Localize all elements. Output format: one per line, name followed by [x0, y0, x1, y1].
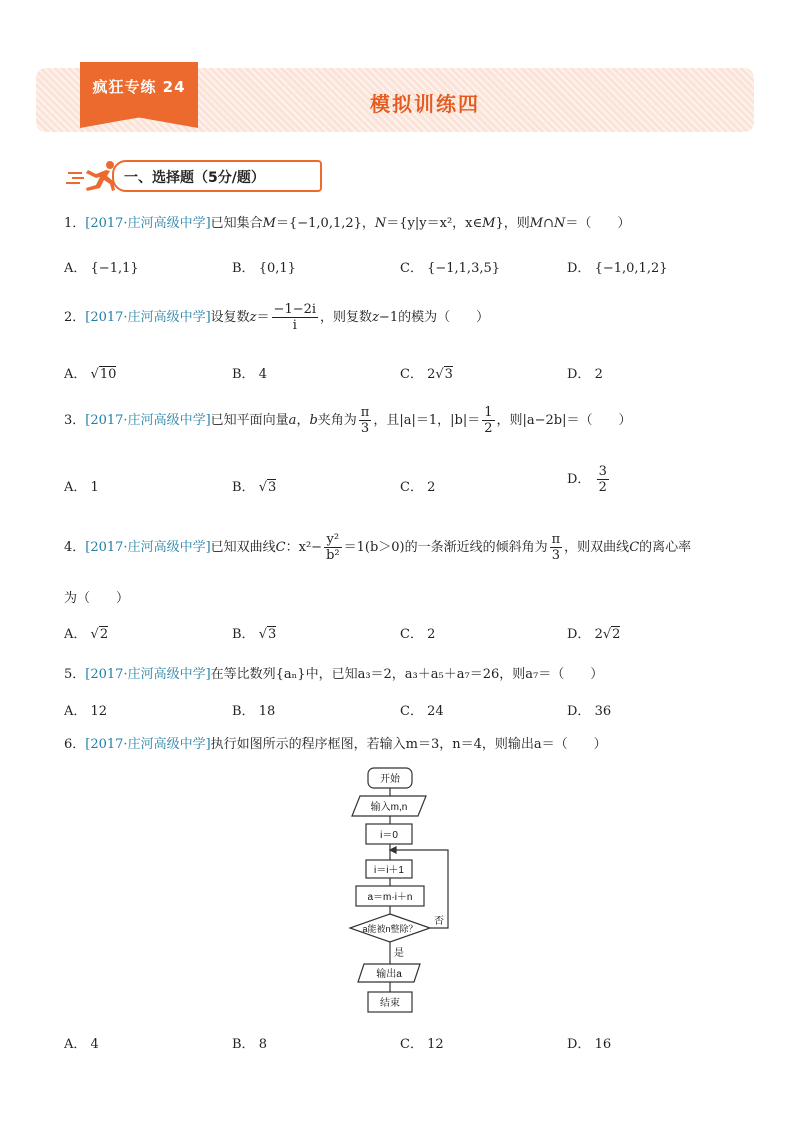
question-source: [2017·庄河高级中学] [85, 667, 211, 682]
svg-text:结束: 结束 [380, 998, 400, 1009]
question-1: 1．[2017·庄河高级中学]已知集合M＝{−1,0,1,2}，N＝{y|y＝x²，x∈M}，则M∩N＝（ ） [64, 216, 631, 231]
fraction: $\frac{-1-2i}{i}$ [273, 302, 317, 333]
option-a: A． 4 [64, 1037, 99, 1052]
option-d: D． 2 [567, 367, 603, 382]
question-4-continued: 为（ ） [64, 591, 130, 606]
option-d: D． $\frac{3}{2}$ [567, 464, 607, 495]
svg-text:i＝0: i＝0 [380, 830, 398, 841]
question-source: [2017·庄河高级中学] [85, 737, 211, 752]
svg-text:a能被n整除？: a能被n整除？ [362, 924, 418, 934]
svg-text:输入m,n: 输入m,n [370, 802, 408, 813]
fraction: $\frac{\pi}{3}$ [360, 405, 370, 436]
option-c: C． 2 [400, 480, 436, 495]
option-a: A． √2 [64, 627, 109, 642]
option-d: D． {−1,0,1,2} [567, 261, 668, 276]
svg-text:否: 否 [434, 916, 444, 927]
fraction: $\frac{\text{y²}}{\text{b²}}$ [326, 532, 340, 563]
option-d: D． 16 [567, 1037, 612, 1052]
question-source: [2017·庄河高级中学] [85, 310, 211, 325]
option-d: D． 36 [567, 704, 612, 719]
option-c: C． 2 [400, 627, 436, 642]
question-5: 5．[2017·庄河高级中学]在等比数列{aₙ}中，已知a₃＝2，a₃＋a₅＋a₇＝26，则a₇＝（ ） [64, 667, 604, 682]
option-c: C． 24 [400, 704, 444, 719]
question-number: 1． [64, 216, 86, 231]
question-source: [2017·庄河高级中学] [85, 216, 211, 231]
question-source: [2017·庄河高级中学] [85, 540, 211, 555]
fraction: $\frac{1}{2}$ [484, 405, 493, 436]
option-b: B． √3 [232, 480, 277, 495]
option-b: B． 4 [232, 367, 267, 382]
svg-text:开始: 开始 [380, 774, 400, 785]
option-d: D． 2√2 [567, 627, 621, 642]
question-3: 3．[2017·庄河高级中学]已知平面向量a，b夹角为 $\frac{\pi}{3}$ ，且|a|＝1，|b|＝ $\frac{1}{2}$ ，则|a−2b|＝（ ） [64, 405, 632, 436]
page-title: 模拟训练四 [370, 92, 480, 116]
option-a: A． {−1,1} [64, 261, 139, 276]
program-flowchart [330, 762, 460, 1016]
question-4: 4．[2017·庄河高级中学]已知双曲线C：x²− $\frac{\text{y²}}{\text{b²}}$ ＝1(b＞0)的一条渐近线的倾斜角为 $\frac{\pi}{3}$ ，则双曲线C的离心率 [64, 532, 692, 563]
option-a: A． 12 [64, 704, 108, 719]
svg-text:输出a: 输出a [376, 969, 402, 980]
fraction: $\frac{\pi}{3}$ [551, 532, 561, 563]
fraction: $\frac{3}{2}$ [598, 464, 607, 495]
section-title: 一、选择题（5分/题） [124, 170, 265, 186]
option-b: B． 8 [232, 1037, 267, 1052]
question-source: [2017·庄河高级中学] [85, 413, 211, 428]
option-c: C． 12 [400, 1037, 444, 1052]
option-c: C． 2√3 [400, 367, 453, 382]
svg-text:i＝i＋1: i＝i＋1 [373, 865, 405, 876]
question-6: 6．[2017·庄河高级中学]执行如图所示的程序框图，若输入m＝3，n＝4，则输出a＝（ ） [64, 737, 607, 752]
question-2: 2．[2017·庄河高级中学]设复数z＝ $\frac{-1-2i}{i}$ ，则复数z−1的模为（ ） [64, 302, 490, 333]
option-a: A． 1 [64, 480, 99, 495]
option-a: A． √10 [64, 367, 117, 382]
option-b: B． 18 [232, 704, 276, 719]
svg-text:a＝m·i＋n: a＝m·i＋n [367, 892, 413, 903]
option-b: B． √3 [232, 627, 277, 642]
option-b: B． {0,1} [232, 261, 296, 276]
option-c: C． {−1,1,3,5} [400, 261, 501, 276]
ribbon-label: 疯狂专练 24 [92, 78, 186, 96]
svg-text:是: 是 [394, 948, 404, 959]
